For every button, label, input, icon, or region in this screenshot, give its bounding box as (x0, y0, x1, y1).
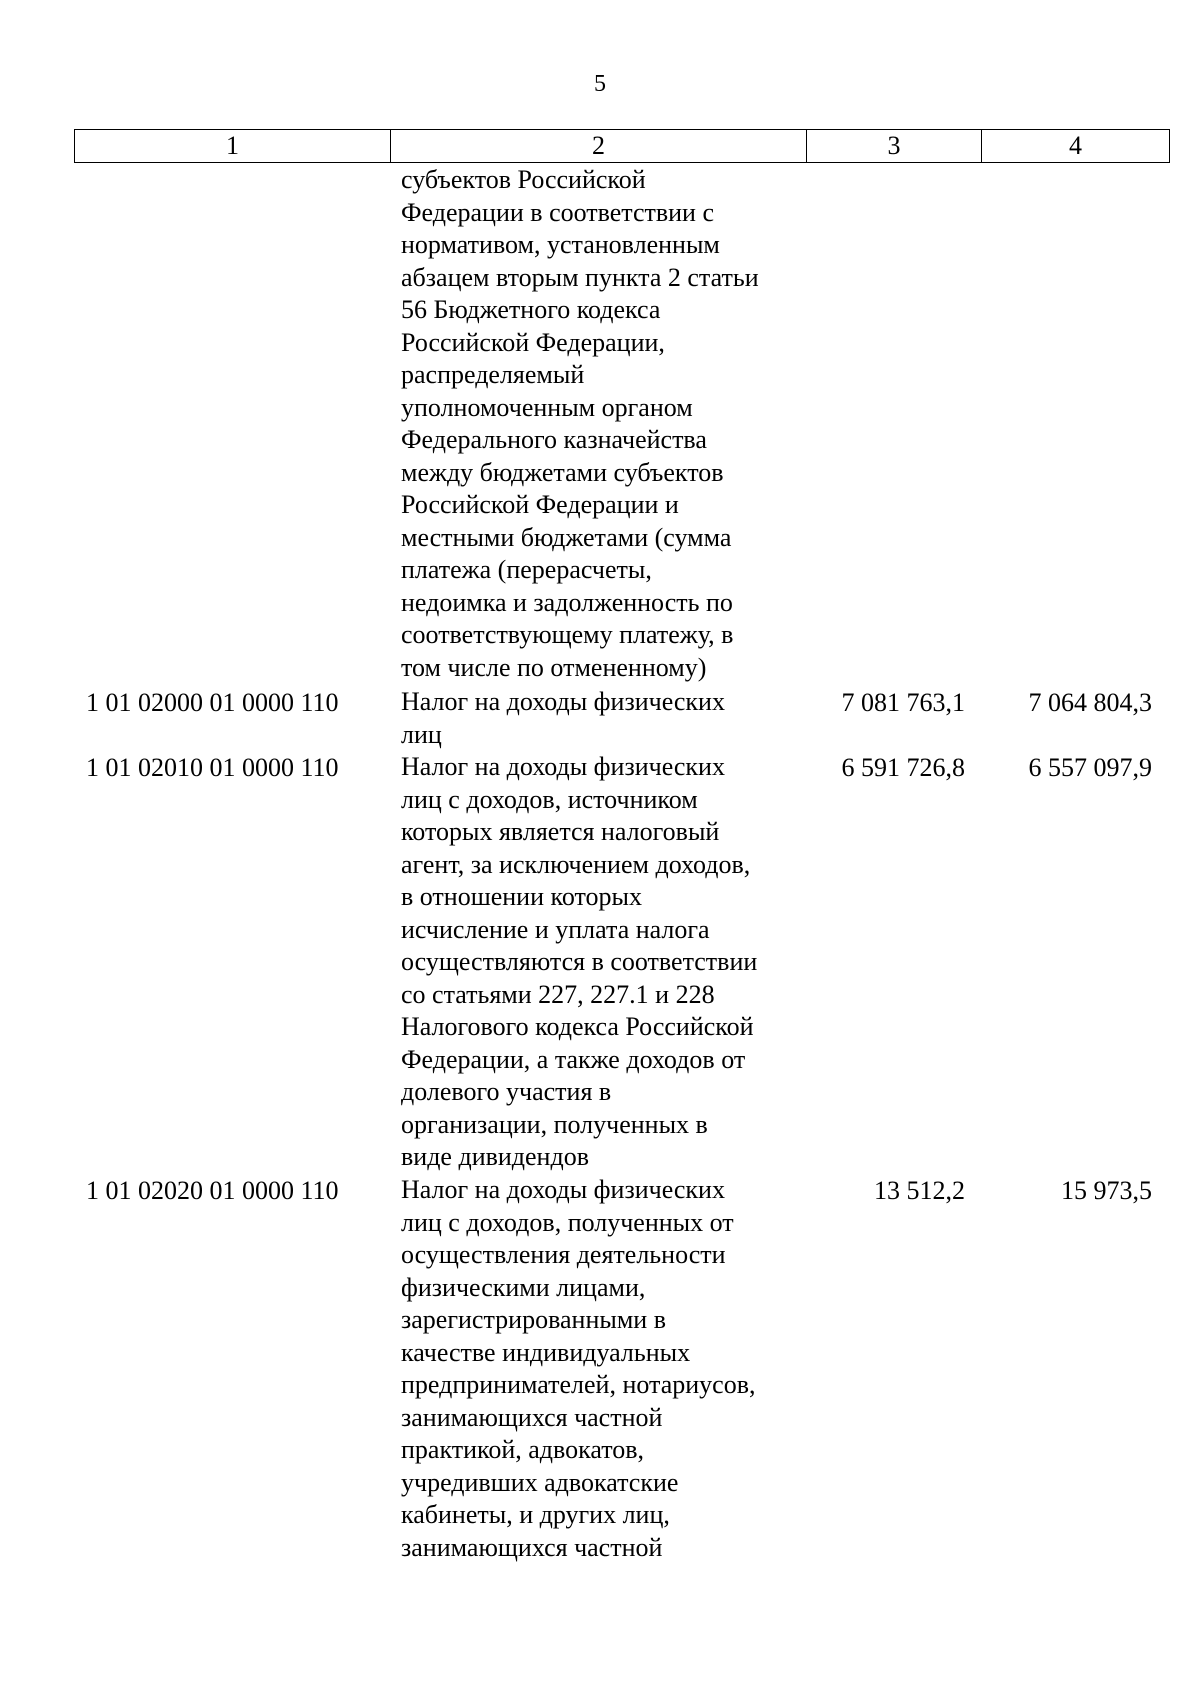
description-line: Федерации в соответствии с (401, 197, 715, 227)
description-line: распределяемый (401, 360, 585, 389)
description-line: нормативом, установленным (401, 230, 720, 259)
amount-col4: 6 557 097,9 (1028, 753, 1152, 782)
description-line: кабинеты, и других лиц, (401, 1500, 670, 1529)
amount-col3: 6 591 726,8 (841, 753, 965, 782)
description-line: предпринимателей, нотариусов, (401, 1370, 756, 1399)
description-line: Федерального казначейства (401, 425, 707, 454)
description-line: со статьями 227, 227.1 и 228 (401, 979, 715, 1009)
column-header-4: 4 (982, 130, 1170, 163)
description-line: Российской Федерации и (401, 490, 679, 519)
amount-col4: 7 064 804,3 (1028, 688, 1152, 717)
column-header-table (74, 129, 1170, 163)
description-line: Налог на доходы физических (401, 752, 725, 781)
column-header-row (75, 130, 1170, 163)
description-line: Российской Федерации, (401, 327, 665, 357)
description-line: Налог на доходы физических (401, 1175, 725, 1204)
amount-col3: 13 512,2 (874, 1176, 965, 1205)
description-line: физическими лицами, (401, 1272, 646, 1302)
description-line: осуществления деятельности (401, 1240, 726, 1269)
row-description (401, 1174, 801, 1564)
amount-col3: 7 081 763,1 (841, 688, 965, 717)
column-header-2: 2 (391, 130, 807, 163)
description-line: которых является налоговый (401, 817, 720, 846)
description-line: уполномоченным органом (401, 392, 693, 422)
description-line: лиц с доходов, полученных от (401, 1207, 734, 1237)
description-line: осуществляются в соответствии (401, 947, 758, 976)
continuation-description (401, 164, 801, 684)
description-line: Федерации, а также доходов от (401, 1044, 746, 1074)
description-line: занимающихся частной (401, 1402, 663, 1432)
description-line: лиц с доходов, источником (401, 784, 698, 814)
row-description (401, 751, 801, 1174)
description-line: том числе по отмененному) (401, 652, 707, 682)
description-line: зарегистрированными в (401, 1305, 666, 1334)
column-header-1: 1 (75, 130, 391, 163)
description-line: исчисление и уплата налога (401, 914, 710, 944)
description-line: 56 Бюджетного кодекса (401, 295, 661, 324)
description-line: занимающихся частной (401, 1532, 663, 1562)
description-line: Налогового кодекса Российской (401, 1012, 754, 1041)
description-line: организации, полученных в (401, 1109, 708, 1139)
description-line: платежа (перерасчеты, (401, 555, 652, 584)
description-line: субъектов Российской (401, 165, 646, 194)
page-number: 5 (594, 71, 606, 97)
description-line: местными бюджетами (сумма (401, 522, 732, 552)
description-line: в отношении которых (401, 882, 642, 911)
description-line: агент, за исключением доходов, (401, 849, 751, 879)
description-line: Налог на доходы физических (401, 687, 725, 716)
description-line: практикой, адвокатов, (401, 1435, 645, 1464)
row-description (401, 686, 801, 751)
budget-code: 1 01 02010 01 0000 110 (86, 753, 339, 782)
description-line: лиц (401, 719, 442, 749)
description-line: учредивших адвокатские (401, 1467, 679, 1497)
budget-code: 1 01 02020 01 0000 110 (86, 1176, 339, 1205)
budget-code: 1 01 02000 01 0000 110 (86, 688, 339, 717)
description-line: долевого участия в (401, 1077, 612, 1106)
description-line: соответствующему платежу, в (401, 620, 734, 649)
description-line: недоимка и задолженность по (401, 587, 733, 617)
description-line: между бюджетами субъектов (401, 457, 724, 487)
description-line: качестве индивидуальных (401, 1337, 691, 1367)
description-line: виде дивидендов (401, 1142, 589, 1171)
column-header-3: 3 (807, 130, 982, 163)
amount-col4: 15 973,5 (1061, 1176, 1152, 1205)
description-line: абзацем вторым пункта 2 статьи (401, 262, 759, 292)
